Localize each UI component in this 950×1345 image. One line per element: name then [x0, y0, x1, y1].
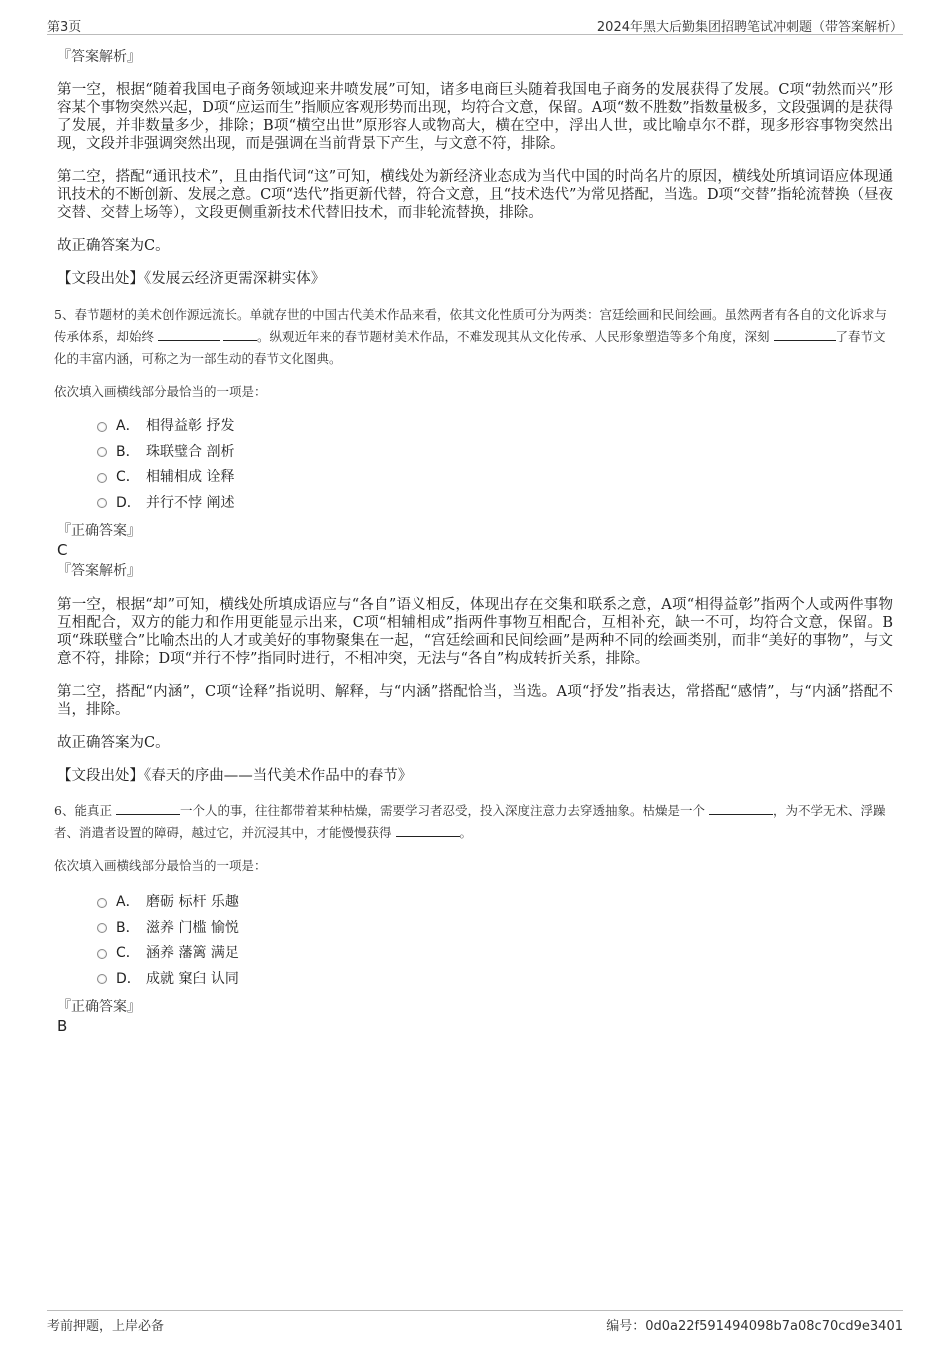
page-header	[47, 14, 903, 35]
radio-icon[interactable]	[97, 974, 107, 984]
source-citation: 【文段出处】《春天的序曲——当代美术作品中的春节》	[57, 768, 413, 784]
conclusion: 故正确答案为C。	[57, 238, 170, 254]
radio-icon[interactable]	[97, 898, 107, 908]
footer-slogan: 考前押题，上岸必备	[47, 1319, 165, 1334]
radio-icon[interactable]	[97, 473, 107, 483]
option-d[interactable]: D． 并行不悖 阐述	[97, 491, 893, 517]
document-title: 2024年黑大后勤集团招聘笔试冲刺题（带答案解析）	[596, 20, 903, 35]
correct-answer: C	[57, 541, 68, 559]
radio-icon[interactable]	[97, 498, 107, 508]
page-number: 第3页	[47, 20, 82, 35]
option-c[interactable]: C． 涵养 藩篱 满足	[97, 941, 893, 967]
page-footer	[47, 1310, 903, 1335]
answer-blank	[396, 823, 460, 837]
correct-answer-label: 『正确答案』	[57, 999, 141, 1015]
answer-blank	[158, 327, 220, 341]
options-list	[57, 414, 893, 516]
correct-answer-label: 『正确答案』	[57, 523, 141, 539]
question-instruction: 依次填入画横线部分最恰当的一项是：	[54, 384, 267, 399]
question-stem: 6、能真正 一个人的事，往往都带着某种枯燥，需要学习者忍受，投入深度注意力去穿透抽象。枯燥是一个 ，为不学无术、浮躁者、消遣者设置的障碍，越过它，并沉浸其中，才能慢慢获得 。	[54, 803, 886, 840]
analysis-paragraph: 第二空，搭配“内涵”，C项“诠释”指说明、解释，与“内涵”搭配恰当，当选。A项“抒发”指表达，常搭配“感情”，与“内涵”搭配不当，排除。	[57, 684, 894, 718]
radio-icon[interactable]	[97, 923, 107, 933]
radio-icon[interactable]	[97, 422, 107, 432]
correct-answer: B	[57, 1017, 68, 1035]
options-list	[57, 890, 893, 992]
analysis-paragraph: 第一空，根据“随着我国电子商务领域迎来井喷发展”可知，诸多电商巨头随着我国电子商务的发展获得了发展。C项“勃然而兴”形容某个事物突然兴起，D项“应运而生”指顺应客观形势而出现，均符合文意，保留。A项“数不胜数”指数量极多，文段强调的是获得了发展，并非数量多少，排除；B项“横空出世”原形容人或物高大，横在空中，浮出人世，或比喻卓尔不群，现多形容事物突然出现，文段并非强调突然出现，而是强调在当前背景下产生，与文意不符，排除。	[57, 82, 893, 152]
document-id: 编号：0d0a22f591494098b7a08c70cd9e3401	[606, 1319, 903, 1334]
question-instruction: 依次填入画横线部分最恰当的一项是：	[54, 858, 267, 873]
analysis-label: 『答案解析』	[57, 563, 141, 579]
option-d[interactable]: D． 成就 窠臼 认同	[97, 967, 893, 993]
option-a[interactable]: A． 磨砺 标杆 乐趣	[97, 890, 893, 916]
answer-blank	[774, 327, 836, 341]
source-citation: 【文段出处】《发展云经济更需深耕实体》	[57, 271, 326, 287]
answer-blank	[709, 801, 773, 815]
option-b[interactable]: B． 滋养 门槛 愉悦	[97, 916, 893, 942]
answer-blank	[116, 801, 180, 815]
page-content	[54, 46, 894, 1035]
option-c[interactable]: C． 相辅相成 诠释	[97, 465, 893, 491]
analysis-paragraph: 第二空，搭配“通讯技术”，且由指代词“这”可知，横线处为新经济业态成为当代中国的时尚名片的原因，横线处所填词语应体现通讯技术的不断创新、发展之意。C项“迭代”指更新代替，符合文意，且“技术迭代”为常见搭配，当选。D项“交替”指轮流替换（昼夜交替、交替上场等），文段更侧重新技术代替旧技术，而非轮流替换，排除。	[57, 169, 893, 221]
answer-blank	[223, 327, 257, 341]
question-stem: 5、春节题材的美术创作源远流长。单就存世的中国古代美术作品来看，依其文化性质可分为两类：宫廷绘画和民间绘画。虽然两者有各自的文化诉求与传承体系，却始终 。纵观近年来的春节题材美术作品，不难发现其从文化传承、人民形象塑造等多个角度，深刻 了春节文化的丰富内涵，可称之为一部生动的春节文化图典。	[54, 307, 887, 366]
analysis-paragraph: 第一空，根据“却”可知，横线处所填成语应与“各自”语义相反，体现出存在交集和联系之意，A项“相得益彰”指两个人或两件事物互相配合，双方的能力和作用更能显示出来，C项“相辅相成”指两件事物互相配合，互相补充，缺一不可，均符合文意，保留。B项“珠联璧合”比喻杰出的人才或美好的事物聚集在一起，“宫廷绘画和民间绘画”是两种不同的绘画类别，而非“美好的事物”，与文意不符，排除；D项“并行不悖”指同时进行，不相冲突，无法与“各自”构成转折关系，排除。	[57, 597, 893, 667]
radio-icon[interactable]	[97, 949, 107, 959]
radio-icon[interactable]	[97, 447, 107, 457]
option-b[interactable]: B． 珠联璧合 剖析	[97, 440, 893, 466]
conclusion: 故正确答案为C。	[57, 735, 170, 751]
option-a[interactable]: A． 相得益彰 抒发	[97, 414, 893, 440]
analysis-label: 『答案解析』	[57, 49, 141, 65]
